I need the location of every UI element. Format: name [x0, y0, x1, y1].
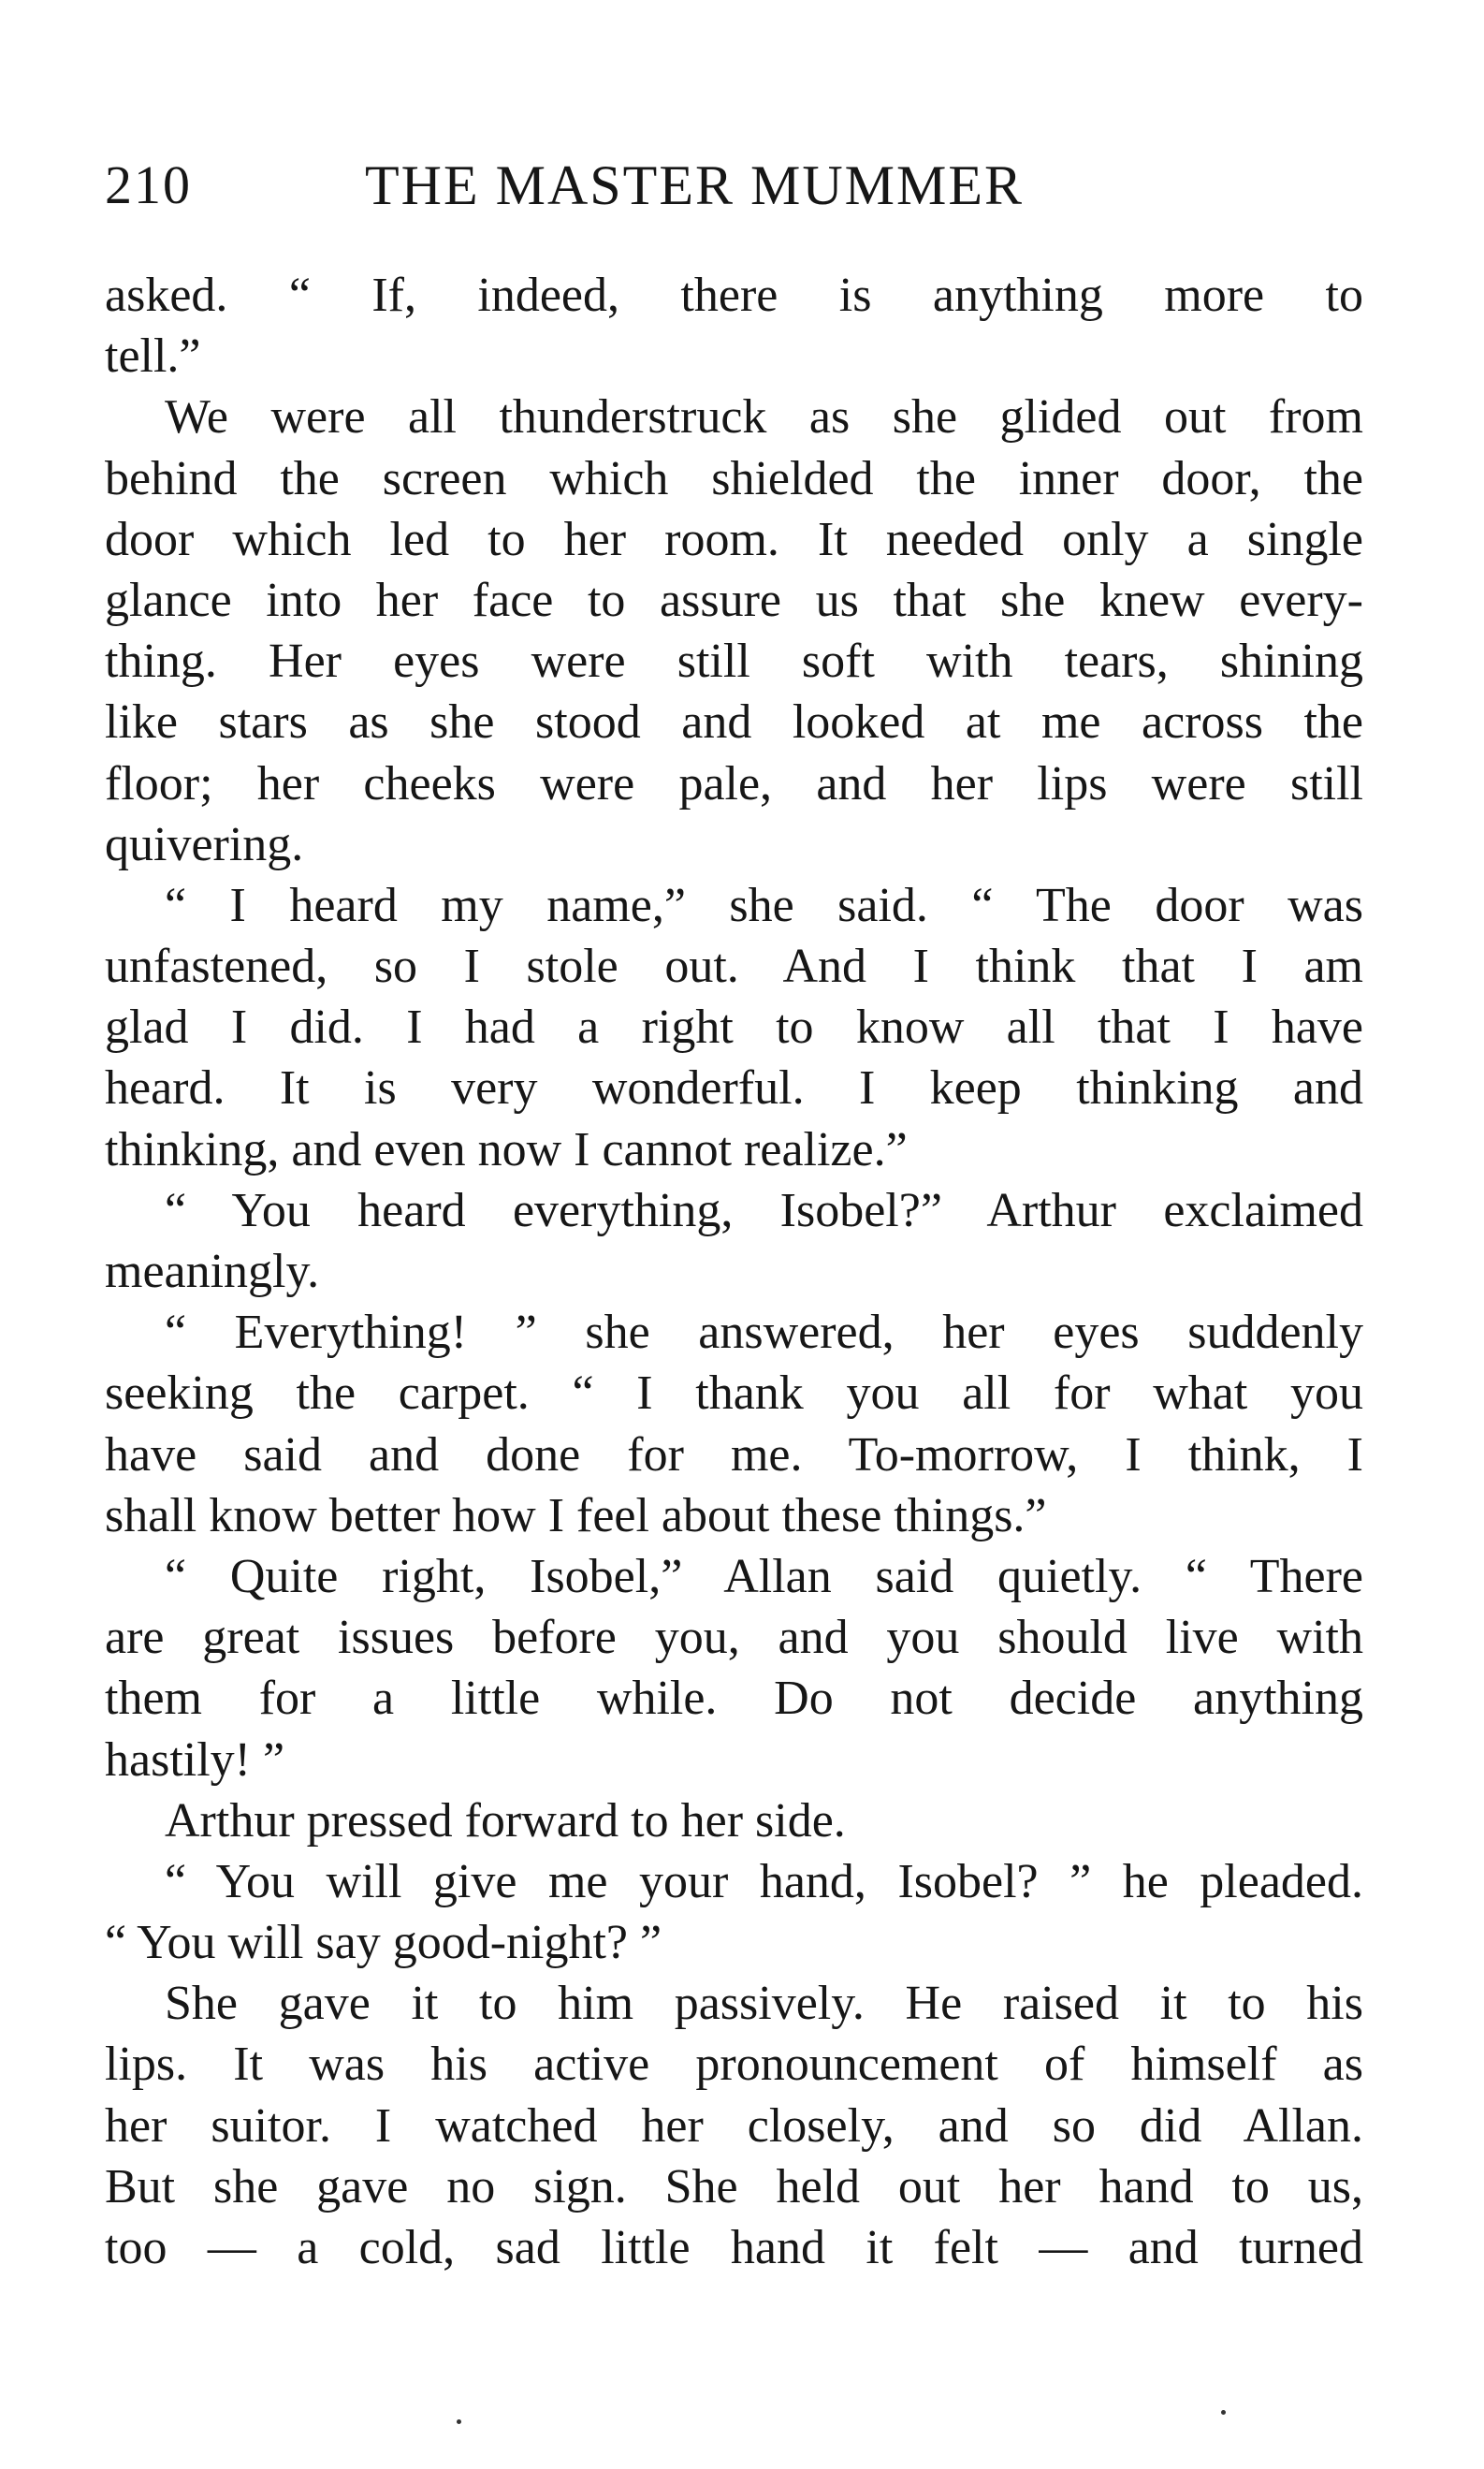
text-line: hastily! ”: [105, 1732, 285, 1787]
text-line: We were all thunderstruck as she glided out from: [165, 390, 1363, 445]
text-line: shall know better how I feel about these things.”: [105, 1488, 1047, 1542]
text-line: “ Quite right, Isobel,” Allan said quietly. “ There: [165, 1549, 1363, 1603]
page-header: [105, 148, 1363, 223]
scan-speck: [457, 2419, 461, 2424]
text-line: meaningly.: [105, 1245, 320, 1298]
scan-speck: [1221, 2410, 1226, 2415]
text-line: them for a little while. Do not decide anything: [105, 1672, 1363, 1726]
text-line: tell.”: [105, 329, 201, 384]
text-line: “ You will say good-night? ”: [105, 1916, 662, 1970]
text-line: floor; her cheeks were pale, and her lips were still: [105, 756, 1363, 811]
text-line: are great issues before you, and you should live with: [105, 1611, 1363, 1665]
text-line: heard. It is very wonderful. I keep thinking and: [105, 1061, 1363, 1116]
text-line: thinking, and even now I cannot realize.”: [105, 1122, 908, 1176]
text-line: Arthur pressed forward to her side.: [165, 1793, 846, 1848]
text-line: too — a cold, sad little hand it felt — and turned: [105, 2221, 1363, 2274]
text-line: She gave it to him passively. He raised it to his: [165, 1977, 1363, 2031]
text-line: “ Everything! ” she answered, her eyes suddenly: [165, 1306, 1363, 1360]
text-line: But she gave no sign. She held out her hand to us,: [105, 2159, 1363, 2213]
body-text: [105, 265, 1363, 2278]
text-line: seeking the carpet. “ I thank you all for what you: [105, 1366, 1363, 1421]
text-line: thing. Her eyes were still soft with tears, shining: [105, 635, 1363, 689]
text-line: quivering.: [105, 817, 304, 871]
text-line: “ I heard my name,” she said. “ The door was: [165, 878, 1363, 932]
page-number: 210: [105, 154, 192, 215]
text-line: asked. “ If, indeed, there is anything more to: [105, 269, 1363, 322]
text-line: door which led to her room. It needed only a single: [105, 512, 1363, 566]
text-line: glad I did. I had a right to know all that I have: [105, 1001, 1363, 1055]
text-line: like stars as she stood and looked at me across the: [105, 695, 1363, 750]
running-title: THE MASTER MUMMER: [365, 154, 1025, 216]
text-line: glance into her face to assure us that she knew every-: [105, 573, 1363, 627]
text-line: “ You heard everything, Isobel?” Arthur exclaimed: [165, 1183, 1363, 1237]
text-line: unfastened, so I stole out. And I think that I am: [105, 940, 1363, 994]
text-line: have said and done for me. To-morrow, I think, I: [105, 1427, 1363, 1482]
text-line: behind the screen which shielded the inner door, the: [105, 451, 1363, 505]
text-line: her suitor. I watched her closely, and so did Allan.: [105, 2098, 1363, 2153]
text-line: lips. It was his active pronouncement of himself as: [105, 2038, 1363, 2092]
text-line: “ You will give me your hand, Isobel? ” he pleaded.: [165, 1854, 1363, 1908]
